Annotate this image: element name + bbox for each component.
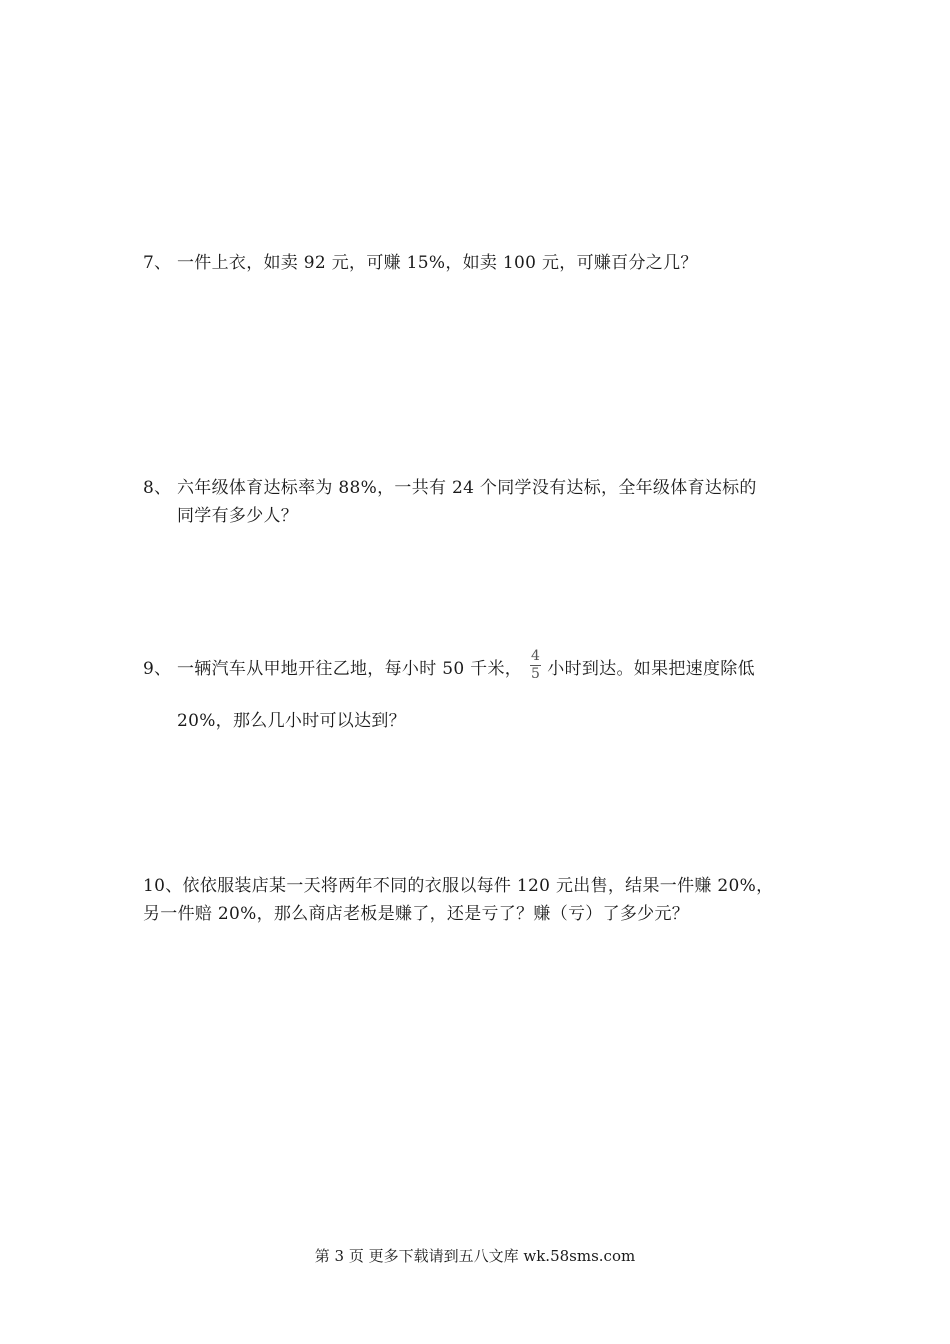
question-10-line-2: 另一件赔 20%，那么商店老板是赚了，还是亏了？赚（亏）了多少元？ xyxy=(143,904,690,924)
question-9-text-after-fraction: 小时到达。如果把速度除低 xyxy=(547,659,755,679)
question-8-line-1 xyxy=(143,474,813,502)
question-7-line-1 xyxy=(143,249,813,277)
question-10-line-1: 10、依依服装店某一天将两年不同的衣服以每件 120 元出售，结果一件赚 20%， xyxy=(143,876,774,896)
question-9-number: 9、 xyxy=(143,659,172,679)
question-8-text: 六年级体育达标率为 88%，一共有 24 个同学没有达标，全年级体育达标的 xyxy=(177,478,757,498)
question-7-number: 7、 xyxy=(143,253,172,273)
fraction-numerator: 4 xyxy=(531,648,541,664)
question-9-text-before-fraction: 一辆汽车从甲地开往乙地，每小时 50 千米， xyxy=(177,659,523,679)
question-9-line-2: 20%，那么几小时可以达到？ xyxy=(177,711,406,731)
fraction-four-fifths xyxy=(530,648,541,683)
question-8-line-2: 同学有多少人？ xyxy=(177,506,299,526)
question-10 xyxy=(143,872,813,928)
question-7-text: 一件上衣，如卖 92 元，可赚 15%，如卖 100 元，可赚百分之几？ xyxy=(177,253,698,273)
page-footer: 第 3 页 更多下载请到五八文库 wk.58sms.com xyxy=(314,1247,636,1265)
question-7 xyxy=(143,249,813,277)
question-8-number: 8、 xyxy=(143,478,172,498)
question-9-line-1 xyxy=(143,648,813,687)
fraction-denominator: 5 xyxy=(531,666,541,682)
question-9 xyxy=(143,648,813,735)
question-8 xyxy=(143,474,813,530)
